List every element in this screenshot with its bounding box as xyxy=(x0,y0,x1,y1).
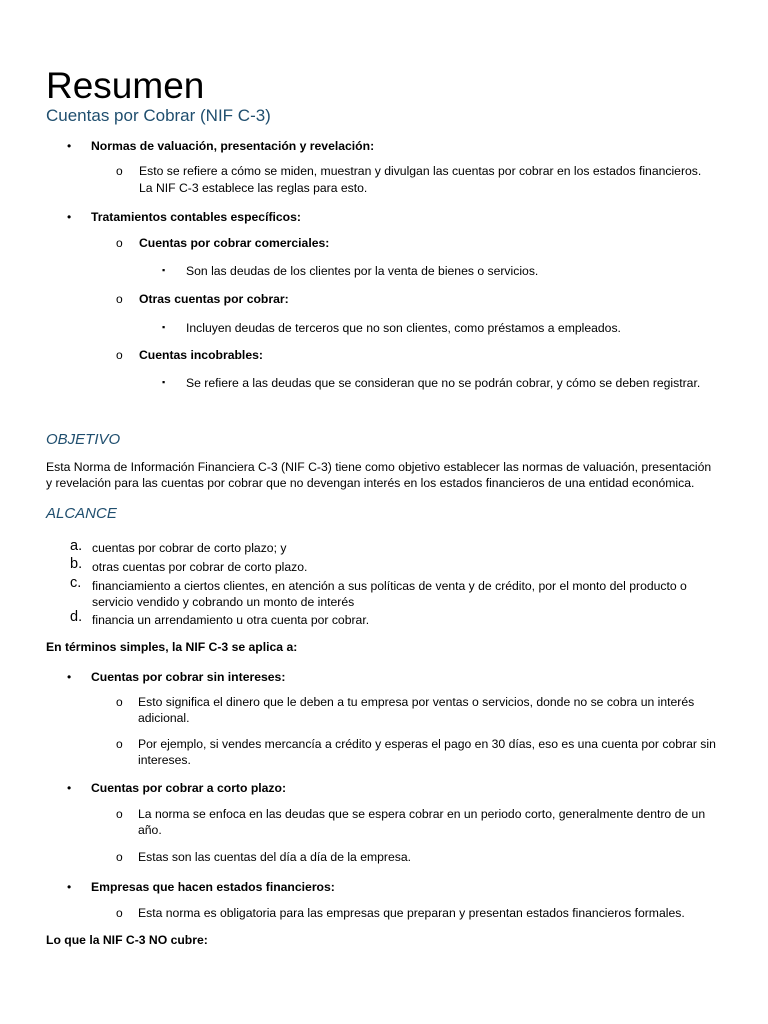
sub-bullet-icon: o xyxy=(116,292,123,306)
bullet-icon: • xyxy=(67,880,72,894)
objetivo-heading: OBJETIVO xyxy=(46,431,121,448)
alcance-item: financia un arrendamiento u otra cuenta por cobrar. xyxy=(92,613,370,627)
bullet-icon: • xyxy=(67,139,72,153)
item-normas-desc-line1: Esto se refiere a cómo se miden, muestran y divulgan las cuentas por cobrar en los estados financieros. xyxy=(139,164,702,178)
square-bullet-icon: ▪ xyxy=(162,377,166,387)
sub-bullet-icon: o xyxy=(116,906,123,920)
alcance-item: cuentas por cobrar de corto plazo; y xyxy=(92,541,287,555)
sub-bullet-icon: o xyxy=(116,737,123,751)
aplica-g2-s1-line2: año. xyxy=(138,823,162,837)
aplica-g2-s2-line1: Estas son las cuentas del día a día de la empresa. xyxy=(138,850,412,864)
sub-bullet-icon: o xyxy=(116,236,123,250)
bullet-icon: • xyxy=(67,781,72,795)
objetivo-text-line2: y revelación para las cuentas por cobrar que no devengan interés en los estados financieros de una entidad económica. xyxy=(46,476,695,490)
alcance-item: financiamiento a ciertos clientes, en atención a sus políticas de venta y de crédito, por el monto del producto o xyxy=(92,579,687,593)
sub-bullet-icon: o xyxy=(116,850,123,864)
alcance-heading: ALCANCE xyxy=(46,505,117,522)
no-cubre-heading: Lo que la NIF C-3 NO cubre: xyxy=(46,933,208,947)
sub-comerciales-title: Cuentas por cobrar comerciales: xyxy=(139,236,330,250)
aplica-group3-title: Empresas que hacen estados financieros: xyxy=(91,880,335,894)
page-title: Resumen xyxy=(46,65,205,106)
list-letter: a. xyxy=(70,538,83,554)
item-normas-desc-line2: La NIF C-3 establece las reglas para esto. xyxy=(139,181,368,195)
sub-bullet-icon: o xyxy=(116,695,123,709)
list-letter: c. xyxy=(70,575,82,591)
aplica-group2-title: Cuentas por cobrar a corto plazo: xyxy=(91,781,287,795)
aplica-g1-s2-line1: Por ejemplo, si vendes mercancía a crédito y esperas el pago en 30 días, eso es una cuenta por cobrar sin xyxy=(138,737,716,751)
aplica-g1-s1-line1: Esto significa el dinero que le deben a tu empresa por ventas o servicios, donde no se cobra un interés xyxy=(138,695,695,709)
sub-bullet-icon: o xyxy=(116,807,123,821)
square-bullet-icon: ▪ xyxy=(162,322,166,332)
aplica-g2-s1-line1: La norma se enfoca en las deudas que se espera cobrar en un periodo corto, generalmente dentro de un xyxy=(138,807,706,821)
bullet-icon: • xyxy=(67,210,72,224)
item-tratamientos-title: Tratamientos contables específicos: xyxy=(91,210,301,224)
aplica-g3-s1-line1: Esta norma es obligatoria para las empresas que preparan y presentan estados financieros formales. xyxy=(138,906,685,920)
bullet-icon: • xyxy=(67,670,72,684)
sub-incobrables-title: Cuentas incobrables: xyxy=(139,348,263,362)
sub-bullet-icon: o xyxy=(116,348,123,362)
sub-comerciales-desc: Son las deudas de los clientes por la venta de bienes o servicios. xyxy=(186,264,539,278)
page-subtitle: Cuentas por Cobrar (NIF C-3) xyxy=(46,106,271,125)
sub-otras-title: Otras cuentas por cobrar: xyxy=(139,292,289,306)
sub-otras-desc: Incluyen deudas de terceros que no son clientes, como préstamos a empleados. xyxy=(186,321,621,335)
item-normas-title: Normas de valuación, presentación y revelación: xyxy=(91,139,375,153)
aplica-g1-s2-line2: intereses. xyxy=(138,753,191,767)
alcance-item: otras cuentas por cobrar de corto plazo. xyxy=(92,560,308,574)
list-letter: b. xyxy=(70,556,83,572)
sub-incobrables-desc: Se refiere a las deudas que se consideran que no se podrán cobrar, y cómo se deben registrar. xyxy=(186,376,701,390)
objetivo-text-line1: Esta Norma de Información Financiera C-3 (NIF C-3) tiene como objetivo establecer las normas de valuación, presentación xyxy=(46,460,712,474)
aplica-group1-title: Cuentas por cobrar sin intereses: xyxy=(91,670,286,684)
aplica-intro: En términos simples, la NIF C-3 se aplica a: xyxy=(46,640,298,654)
square-bullet-icon: ▪ xyxy=(162,265,166,275)
list-letter: d. xyxy=(70,609,83,625)
alcance-item-cont: servicio vendido y cobrando un monto de interés xyxy=(92,595,355,609)
sub-bullet-icon: o xyxy=(116,164,123,178)
aplica-g1-s1-line2: adicional. xyxy=(138,711,190,725)
